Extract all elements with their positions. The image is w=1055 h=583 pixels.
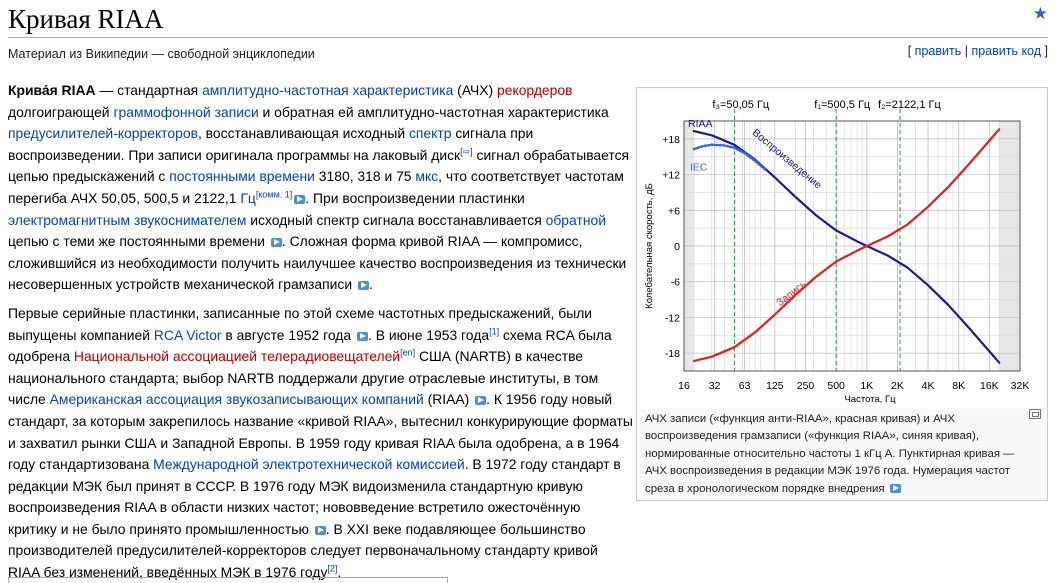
x-tick-label: 32K <box>1010 380 1030 392</box>
arrow-link-icon[interactable] <box>294 195 305 204</box>
text-run: . В июне 1953 года <box>368 326 490 343</box>
bracket-close: ] <box>1044 44 1048 58</box>
text-run: цепью с теми же постоянными времени <box>8 233 269 250</box>
wiki-link[interactable]: постоянными времени <box>169 168 315 185</box>
cutoff-label: f₁=500,5 Гц <box>814 99 871 111</box>
series-riaa-line <box>694 131 999 363</box>
edit-link[interactable]: править <box>914 44 962 58</box>
x-tick-label: 16K <box>980 380 999 392</box>
footnote-ref[interactable]: [en] <box>400 347 416 358</box>
x-tick-label: 2K <box>891 380 904 392</box>
page-title: Кривая RIAA <box>8 4 164 34</box>
y-tick-label: -6 <box>670 276 680 289</box>
x-tick-label: 16 <box>678 380 690 392</box>
text-run: схема RCA была одобрена <box>8 326 612 365</box>
x-tick-label: 1K <box>860 380 874 392</box>
arrow-link-icon[interactable] <box>358 281 369 290</box>
article-term: Крива́я RIAA <box>8 82 96 98</box>
text-run: , восстанавливающая исходный <box>197 125 409 142</box>
y-tick-label: -12 <box>664 312 680 325</box>
separator: | <box>964 44 968 58</box>
y-tick-label: +6 <box>668 205 680 218</box>
text-run: (RIAA) <box>423 391 474 408</box>
y-tick-label: 0 <box>674 241 680 253</box>
thumbnail-figure <box>636 87 1048 501</box>
arrow-link-icon[interactable] <box>315 526 326 535</box>
edit-code-link[interactable]: править код <box>971 44 1042 58</box>
text-run: Первые серийные пластинки, записанные по этой схеме частотных предыскажений, были выпущены компанией <box>8 304 593 343</box>
edit-links <box>908 44 1048 58</box>
wiki-link[interactable]: предусилителей-корректоров <box>8 125 198 142</box>
text-run: и обратная ей амплитудно-частотная характеристика <box>258 103 609 120</box>
footnote-ref[interactable]: [1] <box>489 325 500 336</box>
footnote-ref[interactable]: [⇨] <box>460 146 473 157</box>
arrow-link-icon[interactable] <box>890 484 901 493</box>
text-run: сигнала при воспроизведении. При записи оригинала программы на лаковый диск <box>8 125 534 163</box>
text-run: — стандартная <box>95 82 203 98</box>
y-tick-label: -18 <box>664 348 680 361</box>
wiki-link[interactable]: RCA Victor <box>153 326 222 343</box>
arrow-link-icon[interactable] <box>271 238 282 247</box>
arrow-link-icon[interactable] <box>475 396 486 405</box>
text-run: . Сложная форма кривой RIAA — компромисс, сложившийся из необходимости получить наилучшее качество воспроизведения из технически несовершенных устройств механической грамзаписи <box>8 233 627 293</box>
x-tick-label: 4K <box>921 380 935 392</box>
wiki-redlink[interactable]: Национальной ассоциацией телерадиовещателей <box>73 348 401 365</box>
wiki-link[interactable]: амплитудно-частотная характеристика <box>202 82 454 98</box>
bracket-open: [ <box>907 44 912 58</box>
x-axis-label: Частота, Гц <box>844 394 896 405</box>
footnote-ref[interactable]: [2] <box>327 563 338 574</box>
riaa-label: RIAA <box>688 117 713 130</box>
footnote-ref[interactable]: [комм. 1] <box>255 189 293 200</box>
series-запись-line <box>694 126 999 361</box>
y-axis-label: Колебательная скорость, дБ <box>644 183 655 309</box>
x-tick-label: 32 <box>708 380 721 392</box>
caption-text: АЧХ записи («функция анти-RIAA», красная кривая) и АЧХ воспроизведения грамзаписи («функция RIAA», синяя кривая), нормированные относительно частоты 1 кГц А. Пунктирная кривая — АЧХ воспроизведения в редакции МЭК 1976 года. Нумерация частот среза в хронологическом порядке внедрения <box>645 413 1015 495</box>
iec-label: IEC <box>690 161 708 174</box>
watch-star-icon[interactable]: ★ <box>1032 4 1048 23</box>
y-tick-label: +18 <box>662 133 680 146</box>
paragraph-2 <box>8 303 633 583</box>
wiki-redlink[interactable]: рекордеров <box>497 82 573 98</box>
wiki-link[interactable]: Гц <box>240 189 256 206</box>
bottom-box <box>8 577 448 583</box>
arrow-link-icon[interactable] <box>357 332 368 341</box>
record-curve-label: Запись <box>774 278 809 309</box>
wiki-link[interactable]: Американская ассоциация звукозаписывающих компаний <box>49 391 424 408</box>
cutoff-label: f₂=2122,1 Гц <box>878 99 941 111</box>
x-tick-label: 63 <box>738 380 751 392</box>
x-tick-label: 250 <box>796 380 815 392</box>
text-run: (АЧХ) <box>453 82 498 98</box>
text-run: . В XXI веке подавляющее большинство производителей предусилителей-корректоров следует первоначальному стандарту кривой RIAA без изменений, введённых МЭК в 1976 году <box>8 520 598 581</box>
text-run: . В 1972 году стандарт в редакции МЭК был принят в СССР. В 1976 году МЭК видоизменила стандартную кривую воспроизведения RIAA в области низких частот; нововведение встретило ожесточённую критику и не было принято промышленностью <box>8 456 621 537</box>
wiki-link[interactable]: граммофонной записи <box>113 103 259 120</box>
riaa-chart[interactable] <box>640 91 1044 409</box>
text-run: в августе 1952 года <box>221 326 355 343</box>
x-tick-label: 125 <box>766 380 784 392</box>
wiki-link[interactable]: мкс <box>415 168 439 185</box>
site-subtitle: Материал из Википедии — свободной энциклопедии <box>8 47 315 61</box>
chart-svg <box>640 91 1044 409</box>
title-row <box>8 2 1048 38</box>
text-run: США (NARTB) в качестве национального стандарта; выбор NARTB поддержали другие отраслевые институты, в том числе <box>8 348 599 408</box>
text-run: 3180, 318 и 75 <box>314 168 416 185</box>
text-run: . При воспроизведении пластинки <box>305 189 525 206</box>
text-run: , что соответствует частотам перегиба АЧХ 50,05, 500,5 и 2122,1 <box>8 168 624 206</box>
x-tick-label: 8K <box>952 380 966 392</box>
text-run: сигнал обрабатывается цепью предыскажений с <box>8 146 630 185</box>
playback-curve-label: Воспроизведение <box>749 126 824 192</box>
article-content <box>8 80 633 583</box>
wiki-link[interactable]: спектр <box>408 125 452 142</box>
wiki-link[interactable]: Международной электротехнической комиссией <box>153 456 465 473</box>
text-run: . К 1956 году новый стандарт, за которым закрепилось название «кривой RIAA», вытеснил конкурирующие форматы и захватил рынки США и Западной Европы. В 1959 году кривая RIAA была одобрена, а в 1964 году стандартизована <box>8 391 633 473</box>
text-run: долгоиграющей <box>8 103 114 120</box>
wiki-link[interactable]: электромагнитным звукоснимателем <box>8 211 247 228</box>
wiki-link[interactable]: обратной <box>545 211 606 228</box>
cutoff-label: f₃=50,05 Гц <box>712 99 770 111</box>
text-run: . <box>369 276 373 293</box>
y-tick-label: +12 <box>662 169 680 182</box>
figure-caption <box>645 411 1039 498</box>
text-run: . <box>337 564 342 581</box>
x-tick-label: 500 <box>827 380 845 392</box>
text-run: исходный спектр сигнала восстанавливается <box>246 211 546 228</box>
paragraph-1 <box>8 80 633 296</box>
